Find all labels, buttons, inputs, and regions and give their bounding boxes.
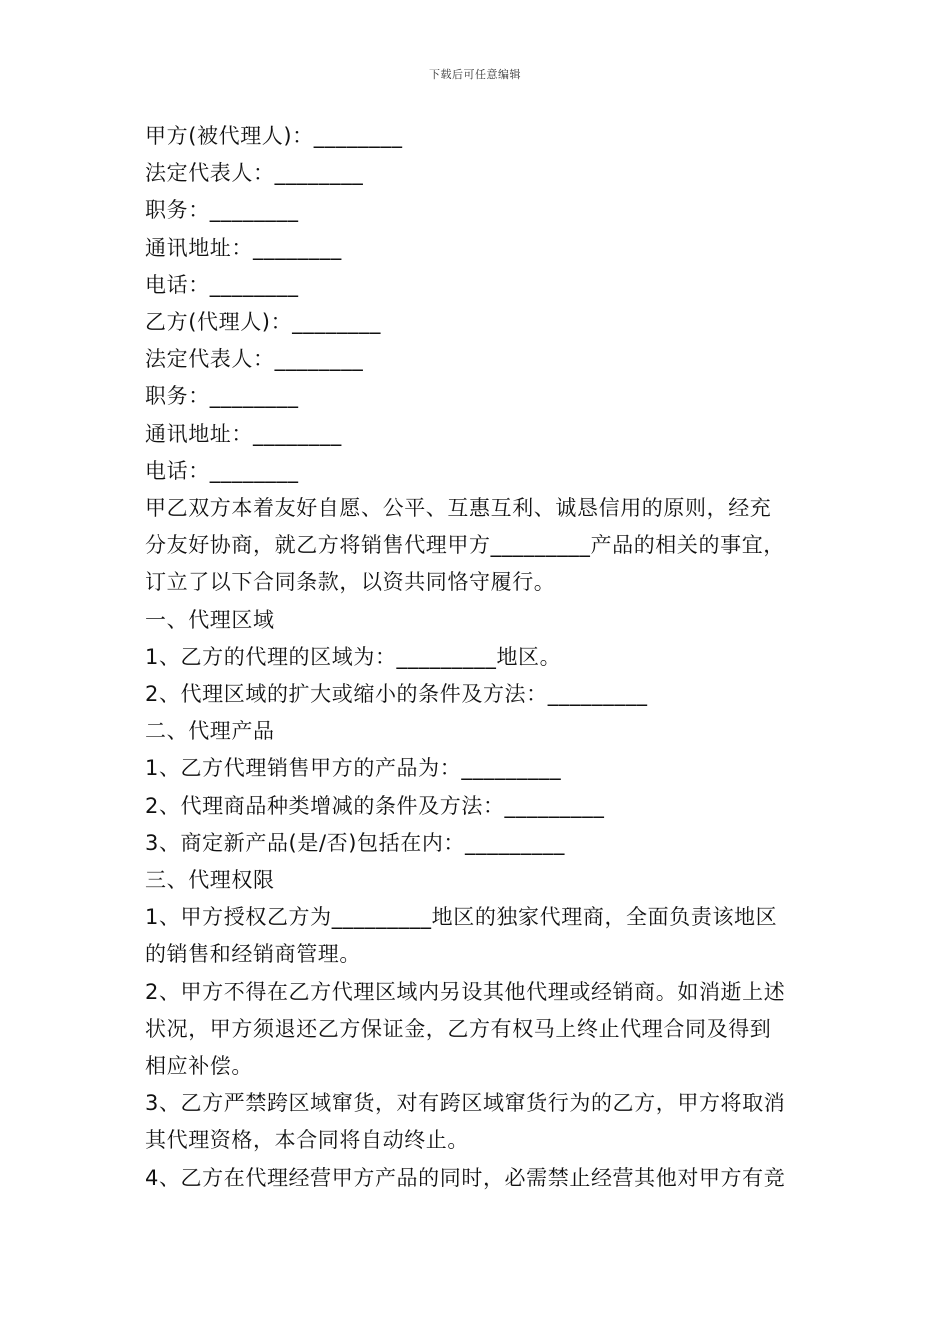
preamble-line: 订立了以下合同条款，以资共同恪守履行。	[145, 570, 556, 595]
clause-line: 2、甲方不得在乙方代理区域内另设其他代理或经销商。如消逝上述	[145, 979, 786, 1004]
clause-line: 3、商定新产品(是/否)包括在内：_________	[145, 830, 565, 855]
preamble-line: 分友好协商，就乙方将销售代理甲方_________产品的相关的事宜，	[145, 533, 785, 558]
section-heading: 二、代理产品	[145, 719, 275, 744]
clause-line: 1、乙方的代理的区域为：_________地区。	[145, 644, 562, 669]
party-a-position-line: 职务：________	[145, 198, 299, 223]
clause-line: 1、乙方代理销售甲方的产品为：_________	[145, 756, 562, 781]
clause-line: 其代理资格，本合同将自动终止。	[145, 1128, 469, 1153]
preamble-line: 甲乙双方本着友好自愿、公平、互惠互利、诚恳信用的原则，经充	[145, 496, 772, 521]
clause-line: 相应补偿。	[145, 1054, 253, 1079]
clause-line: 的销售和经销商管理。	[145, 942, 361, 967]
party-a-representative-line: 法定代表人：________	[145, 161, 364, 186]
clause-line: 2、代理商品种类增减的条件及方法：_________	[145, 793, 605, 818]
clause-line: 状况，甲方须退还乙方保证金，乙方有权马上终止代理合同及得到	[145, 1016, 772, 1041]
party-a-address-line: 通讯地址：________	[145, 235, 342, 260]
clause-line: 4、乙方在代理经营甲方产品的同时，必需禁止经营其他对甲方有竞	[145, 1165, 786, 1190]
page-header: 下载后可任意编辑	[429, 68, 521, 81]
clause-line: 3、乙方严禁跨区域窜货，对有跨区域窜货行为的乙方，甲方将取消	[145, 1091, 786, 1116]
clause-line: 2、代理区域的扩大或缩小的条件及方法：_________	[145, 682, 648, 707]
section-heading: 一、代理区域	[145, 607, 275, 632]
party-b-address-line: 通讯地址：________	[145, 421, 342, 446]
party-a-phone-line: 电话：________	[145, 272, 299, 297]
party-a-line: 甲方(被代理人)：________	[145, 124, 403, 148]
party-b-position-line: 职务：________	[145, 384, 299, 409]
section-heading: 三、代理权限	[145, 868, 275, 893]
party-b-representative-line: 法定代表人：________	[145, 347, 364, 372]
party-b-line: 乙方(代理人)：________	[145, 310, 381, 335]
clause-line: 1、甲方授权乙方为_________地区的独家代理商，全面负责该地区	[145, 905, 778, 930]
party-b-phone-line: 电话：________	[145, 458, 299, 483]
document-body	[145, 118, 810, 1197]
